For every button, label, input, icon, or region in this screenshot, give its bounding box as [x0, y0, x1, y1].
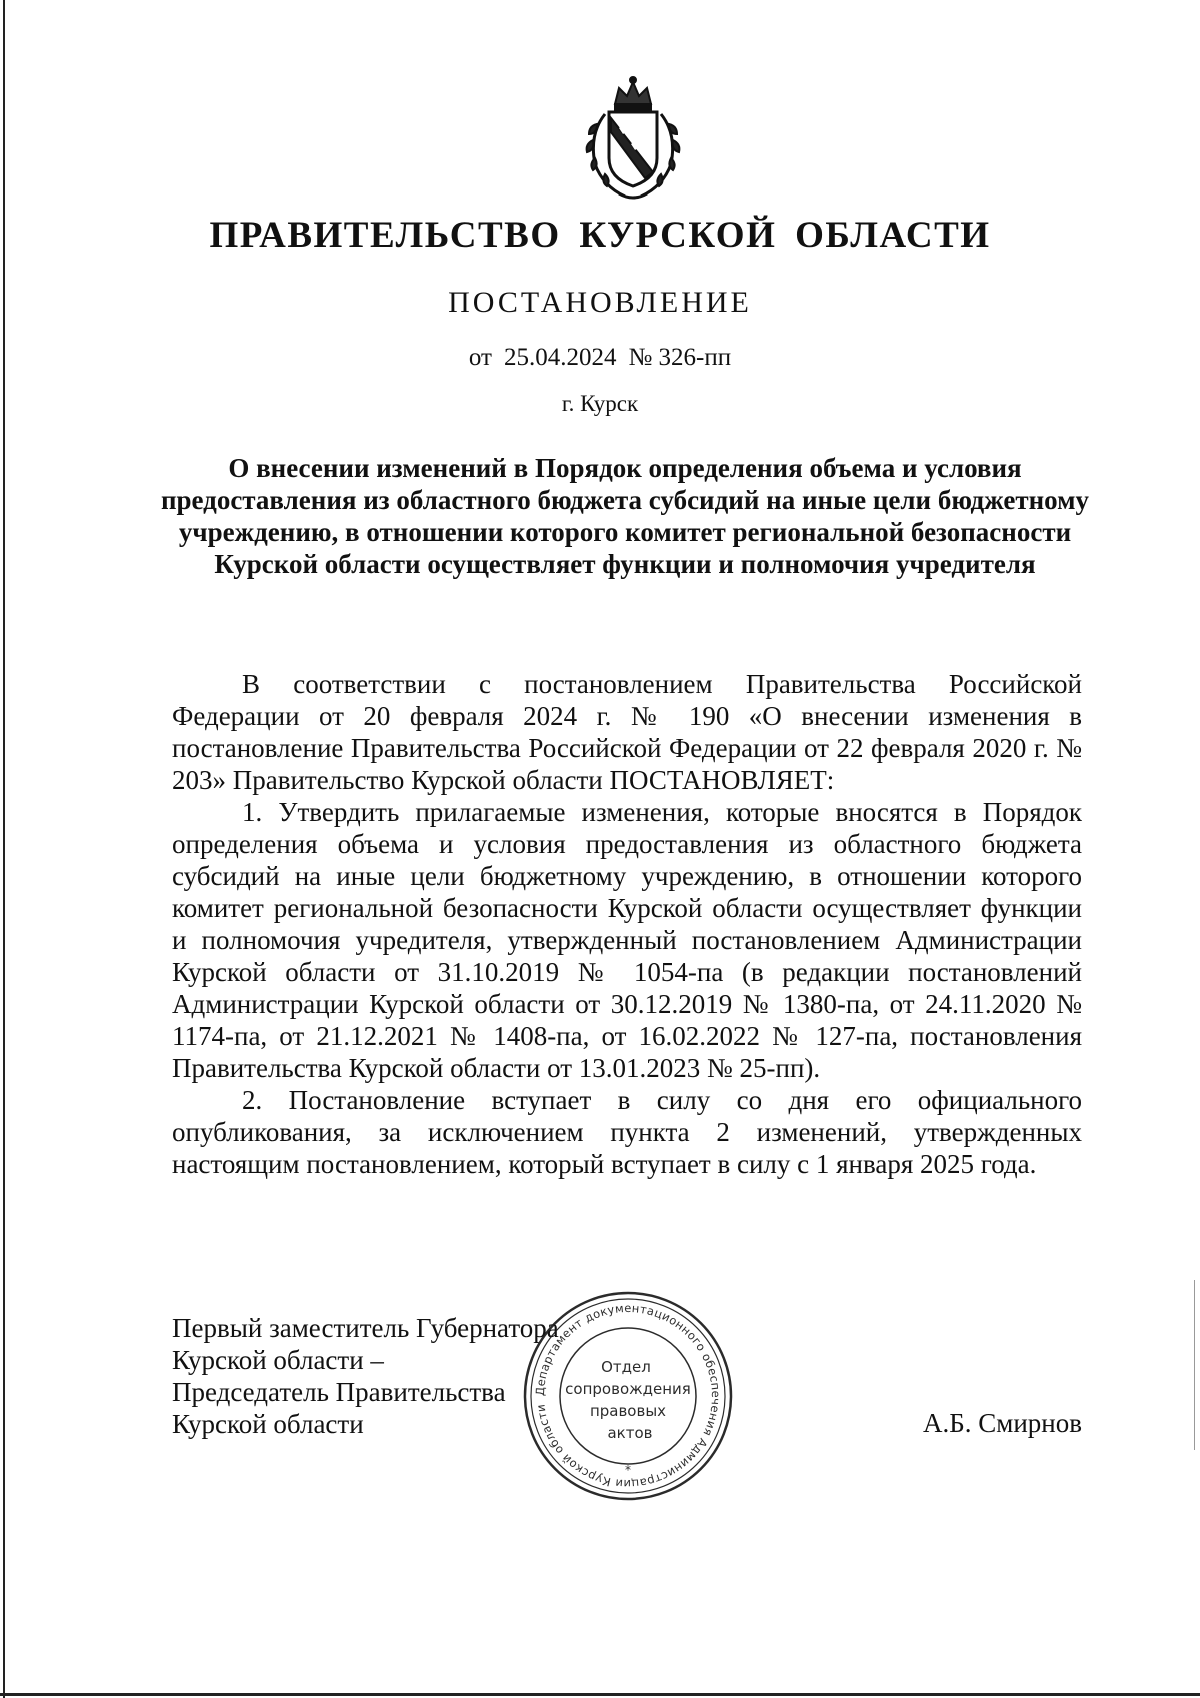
- stamp-star-icon: *: [625, 1463, 631, 1477]
- document-city: г. Курск: [561, 391, 639, 416]
- stamp-center-line: правовых: [589, 1402, 667, 1420]
- document-number: № 326-пп: [628, 344, 732, 371]
- signatory-position-line: Председатель Правительства: [172, 1377, 506, 1407]
- body-paragraph-2: 2. Постановление вступает в силу со дня его официального опубликования, за исключением пункта 2 изменений, утвержденных настоящим постановлением, который вступает в силу с 1 января 2025 года.: [172, 1085, 1082, 1179]
- document-heading: О внесении изменений в Порядок определения объема и условия предоставления из областного бюджета субсидий на иные цели бюджетному учреждению, в отношении которого комитет региональной безопасности Курской области осуществляет функции и полномочия учредителя: [160, 453, 1090, 579]
- scan-edge-right: [1194, 1280, 1195, 1450]
- signatory-position-line: Курской области: [172, 1409, 364, 1439]
- official-stamp: [522, 1290, 734, 1502]
- stamp-center-line: Отдел: [601, 1358, 651, 1376]
- signatory-name: А.Б. Смирнов: [923, 1408, 1082, 1438]
- document-date-line: [0, 344, 1200, 372]
- body-paragraph-preamble: В соответствии с постановлением Правительства Российской Федерации от 20 февраля 2024 г. № 190 «О внесении изменения в постановление Правительства Российской Федерации от 22 февраля 2020 г. № 203» Правительство Курской области ПОСТАНОВЛЯЕТ:: [172, 669, 1082, 795]
- body-paragraph-1: 1. Утвердить прилагаемые изменения, которые вносятся в Порядок определения объема и условия предоставления из областного бюджета субсидий на иные цели бюджетному учреждению, в отношении которого комитет региональной безопасности Курской области осуществляет функции и полномочия учредителя, утвержденный постановлением Администрации Курской области от 31.10.2019 № 1054-па (в редакции постановлений Администрации Курской области от 30.12.2019 № 1380-па, от 24.11.2020 № 1174-па, от 21.12.2021 № 1408-па, от 16.02.2022 № 127-па, постановления Правительства Курской области от 13.01.2023 № 25-пп).: [172, 797, 1082, 1083]
- signatory-position: [172, 1312, 572, 1440]
- stamp-center-line: сопровождения: [565, 1380, 691, 1398]
- government-title: ПРАВИТЕЛЬСТВО КУРСКОЙ ОБЛАСТИ: [209, 215, 991, 256]
- stamp-center-line: актов: [607, 1424, 653, 1442]
- document-type: ПОСТАНОВЛЕНИЕ: [448, 286, 752, 319]
- signatory-position-line: Первый заместитель Губернатора: [172, 1313, 559, 1343]
- kursk-coat-of-arms-icon: [575, 74, 691, 204]
- signatory-position-line: Курской области –: [172, 1345, 384, 1375]
- scan-edge-bottom: [0, 1693, 1200, 1696]
- document-body: [172, 668, 1082, 1180]
- stamp-ring-textpath: Департамент документационного обеспечения Администрации Курской области: [532, 1300, 724, 1492]
- date-prefix: от: [468, 344, 492, 371]
- document-date: 25.04.2024: [503, 344, 617, 371]
